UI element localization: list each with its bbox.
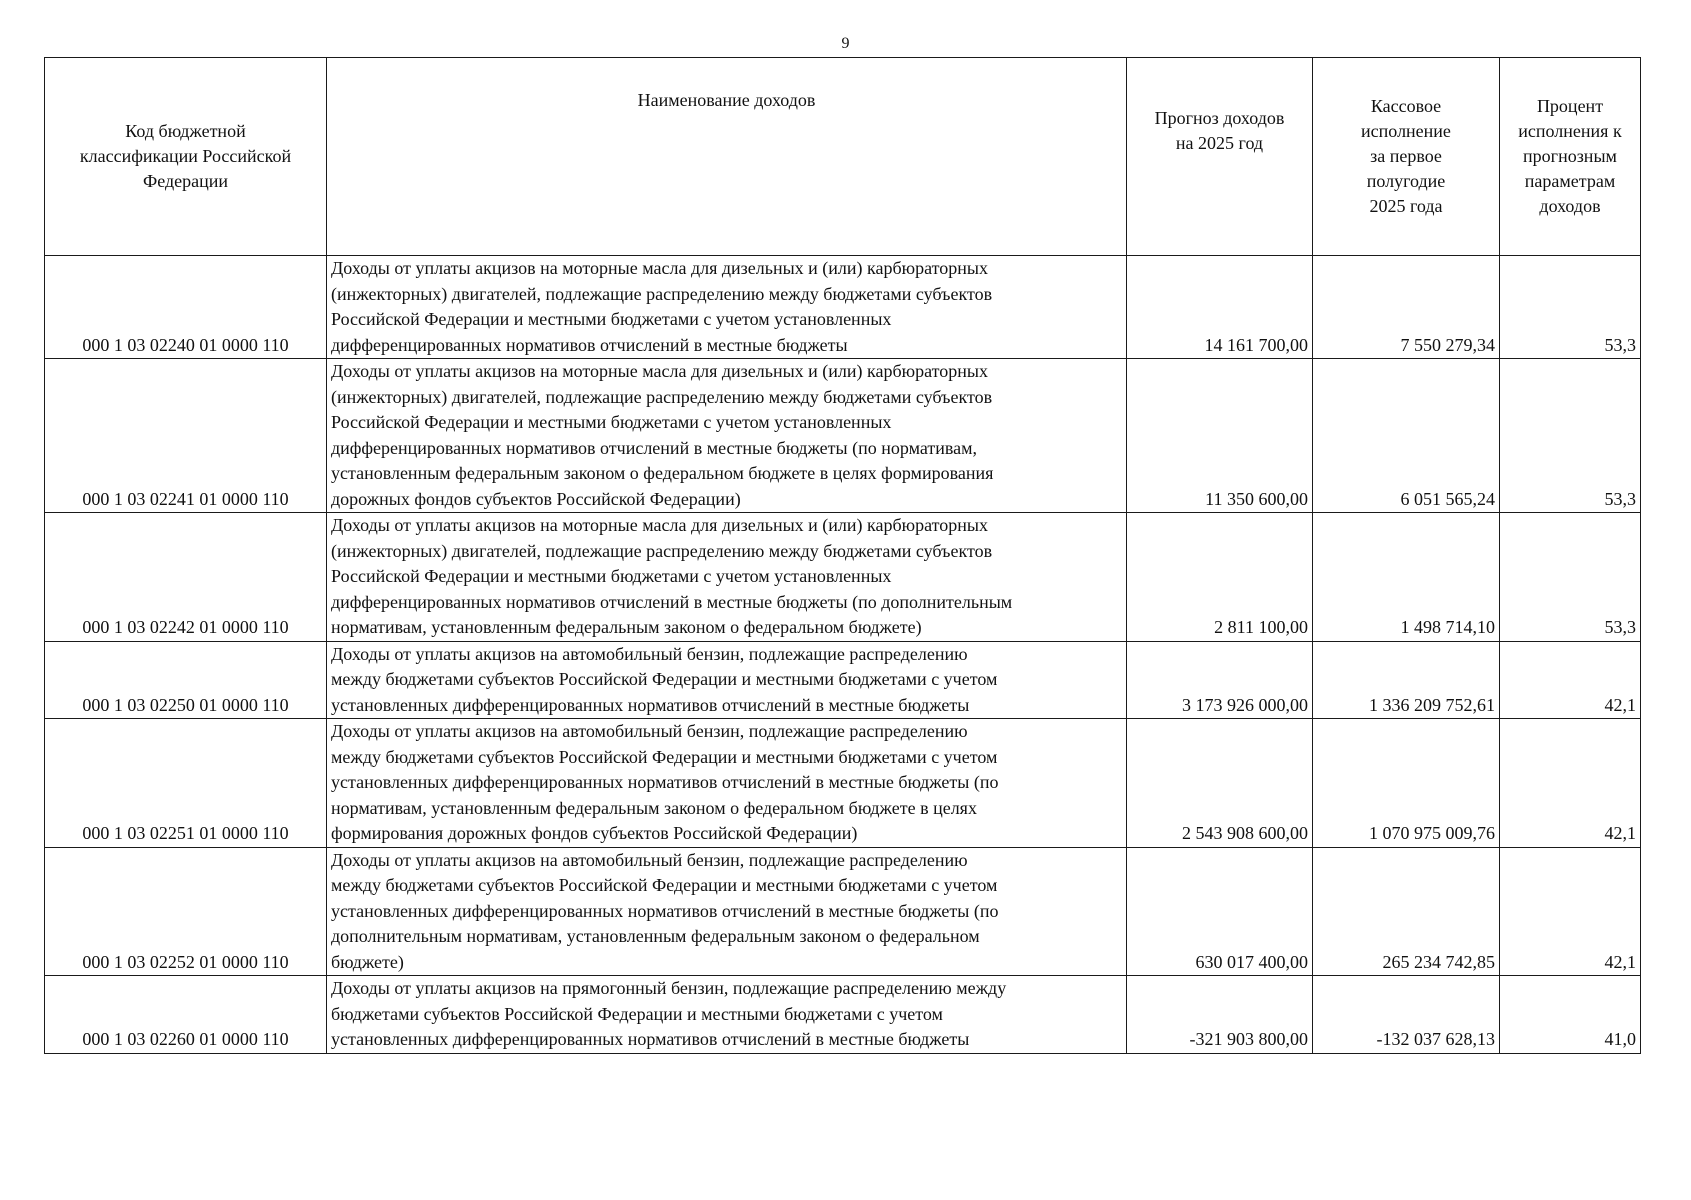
header-cash-execution-line: исполнение: [1361, 121, 1451, 141]
revenue-name-line: установленных дифференцированных нормативов отчислений в местные бюджеты (по: [331, 900, 999, 921]
revenue-name-line: дифференцированных нормативов отчислений в местные бюджеты: [331, 334, 848, 355]
table-row: [45, 976, 1641, 1054]
cash-execution-cell: 1 336 209 752,61: [1313, 641, 1500, 719]
revenue-name-line: Доходы от уплаты акцизов на автомобильный бензин, подлежащие распределению: [331, 721, 968, 741]
execution-percent-cell: 53,3: [1500, 256, 1641, 359]
cash-execution-cell: 7 550 279,34: [1313, 256, 1500, 359]
revenue-name-line: Доходы от уплаты акцизов на моторные масла для дизельных и (или) карбюраторных: [331, 361, 988, 381]
header-cash-execution-line: 2025 года: [1369, 196, 1443, 216]
revenue-name-line: нормативам, установленным федеральным законом о федеральном бюджете): [331, 617, 922, 637]
execution-percent-cell: 41,0: [1500, 976, 1641, 1054]
revenue-name-line: установленных дифференцированных нормативов отчислений в местные бюджеты (по: [331, 772, 999, 792]
header-budget-code-line: классификации Российской: [79, 146, 292, 166]
execution-percent-cell: 42,1: [1500, 719, 1641, 848]
revenue-name-line: (инжекторных) двигателей, подлежащие распределению между бюджетами субъектов: [331, 283, 993, 304]
revenue-name-line: (инжекторных) двигателей, подлежащие распределению между бюджетами субъектов: [331, 540, 993, 561]
header-budget-code-line: Федерации: [142, 171, 228, 191]
revenue-name-line: между бюджетами субъектов Российской Федерации и местными бюджетами с учетом: [331, 669, 998, 689]
revenue-name-line: дополнительным нормативам, установленным федеральным законом о федеральном: [331, 926, 980, 946]
budget-code-cell: 000 1 03 02252 01 0000 110: [45, 847, 327, 976]
forecast-cell: 3 173 926 000,00: [1127, 641, 1313, 719]
table-row: [45, 513, 1641, 642]
table-row: [45, 719, 1641, 848]
budget-code-cell: 000 1 03 02250 01 0000 110: [45, 641, 327, 719]
header-revenue-name-line: Наименование доходов: [637, 90, 816, 110]
revenue-name-line: дифференцированных нормативов отчислений в местные бюджеты (по нормативам,: [331, 437, 978, 458]
cash-execution-cell: 1 498 714,10: [1313, 513, 1500, 642]
revenue-name-line: Российской Федерации и местными бюджетами с учетом установленных: [331, 566, 892, 586]
revenue-name-cell: [327, 359, 1127, 513]
table-row: [45, 359, 1641, 513]
revenue-name-line: Доходы от уплаты акцизов на прямогонный бензин, подлежащие распределению между: [331, 978, 1007, 998]
revenue-name-line: Доходы от уплаты акцизов на автомобильный бензин, подлежащие распределению: [331, 643, 968, 664]
header-revenue-name: [327, 58, 1127, 256]
header-cash-execution-line: полугодие: [1366, 171, 1446, 191]
table-row: [45, 641, 1641, 719]
header-cash-execution-line: Кассовое: [1370, 96, 1442, 116]
revenue-name-cell: [327, 847, 1127, 976]
table-header-row: [45, 58, 1641, 256]
budget-code-cell: 000 1 03 02260 01 0000 110: [45, 976, 327, 1054]
table-row: [45, 256, 1641, 359]
revenue-name-line: установленных дифференцированных нормативов отчислений в местные бюджеты: [331, 694, 970, 715]
revenue-name-line: Доходы от уплаты акцизов на автомобильный бензин, подлежащие распределению: [331, 849, 968, 870]
budget-code-cell: 000 1 03 02240 01 0000 110: [45, 256, 327, 359]
forecast-cell: 11 350 600,00: [1127, 359, 1313, 513]
forecast-cell: 2 811 100,00: [1127, 513, 1313, 642]
revenue-name-line: бюджете): [331, 951, 404, 972]
revenue-name-line: бюджетами субъектов Российской Федерации и местными бюджетами с учетом: [331, 1003, 943, 1024]
revenue-name-line: Доходы от уплаты акцизов на моторные масла для дизельных и (или) карбюраторных: [331, 515, 988, 535]
header-forecast: [1127, 58, 1313, 256]
revenue-name-cell: [327, 976, 1127, 1054]
forecast-cell: 630 017 400,00: [1127, 847, 1313, 976]
cash-execution-cell: 6 051 565,24: [1313, 359, 1500, 513]
revenue-name-line: (инжекторных) двигателей, подлежащие распределению между бюджетами субъектов: [331, 386, 993, 407]
budget-code-cell: 000 1 03 02241 01 0000 110: [45, 359, 327, 513]
header-execution-percent-line: прогнозным: [1523, 146, 1617, 166]
forecast-cell: 14 161 700,00: [1127, 256, 1313, 359]
revenue-name-cell: [327, 641, 1127, 719]
header-budget-code-line: Код бюджетной: [125, 121, 246, 141]
revenue-name-line: нормативам, установленным федеральным законом о федеральном бюджете в целях: [331, 797, 977, 818]
revenue-name-line: установленных дифференцированных нормативов отчислений в местные бюджеты: [331, 1029, 970, 1049]
table-row: [45, 847, 1641, 976]
budget-code-cell: 000 1 03 02242 01 0000 110: [45, 513, 327, 642]
header-cash-execution: [1313, 58, 1500, 256]
revenue-name-line: между бюджетами субъектов Российской Федерации и местными бюджетами с учетом: [331, 746, 998, 767]
revenue-name-line: дорожных фондов субъектов Российской Федерации): [331, 488, 741, 509]
forecast-cell: 2 543 908 600,00: [1127, 719, 1313, 848]
revenue-name-cell: [327, 256, 1127, 359]
header-execution-percent-line: Процент: [1536, 96, 1604, 116]
execution-percent-cell: 53,3: [1500, 359, 1641, 513]
revenue-name-line: Российской Федерации и местными бюджетами с учетом установленных: [331, 412, 892, 432]
header-forecast-line: Прогноз доходов: [1154, 108, 1285, 128]
cash-execution-cell: 265 234 742,85: [1313, 847, 1500, 976]
execution-percent-cell: 42,1: [1500, 641, 1641, 719]
revenue-name-line: Доходы от уплаты акцизов на моторные масла для дизельных и (или) карбюраторных: [331, 258, 988, 278]
header-budget-code: [45, 58, 327, 256]
execution-percent-cell: 53,3: [1500, 513, 1641, 642]
revenue-name-line: формирования дорожных фондов субъектов Российской Федерации): [331, 823, 858, 843]
revenue-name-cell: [327, 513, 1127, 642]
header-cash-execution-line: за первое: [1370, 146, 1442, 166]
forecast-cell: -321 903 800,00: [1127, 976, 1313, 1054]
cash-execution-cell: 1 070 975 009,76: [1313, 719, 1500, 848]
header-execution-percent: [1500, 58, 1641, 256]
revenue-name-line: дифференцированных нормативов отчислений в местные бюджеты (по дополнительным: [331, 591, 1013, 612]
execution-percent-cell: 42,1: [1500, 847, 1641, 976]
header-execution-percent-line: параметрам: [1524, 171, 1616, 191]
header-forecast-line: на 2025 год: [1175, 133, 1264, 153]
table-body: [45, 256, 1641, 1054]
page-number: 9: [841, 35, 850, 52]
revenue-name-line: установленным федеральным законом о федеральном бюджете в целях формирования: [331, 463, 994, 483]
revenue-name-cell: [327, 719, 1127, 848]
revenue-name-line: Российской Федерации и местными бюджетами с учетом установленных: [331, 309, 892, 329]
cash-execution-cell: -132 037 628,13: [1313, 976, 1500, 1054]
revenue-name-line: между бюджетами субъектов Российской Федерации и местными бюджетами с учетом: [331, 875, 998, 895]
header-execution-percent-line: исполнения к: [1518, 121, 1622, 141]
revenue-table: [44, 57, 1641, 1054]
header-execution-percent-line: доходов: [1539, 196, 1601, 216]
budget-code-cell: 000 1 03 02251 01 0000 110: [45, 719, 327, 848]
